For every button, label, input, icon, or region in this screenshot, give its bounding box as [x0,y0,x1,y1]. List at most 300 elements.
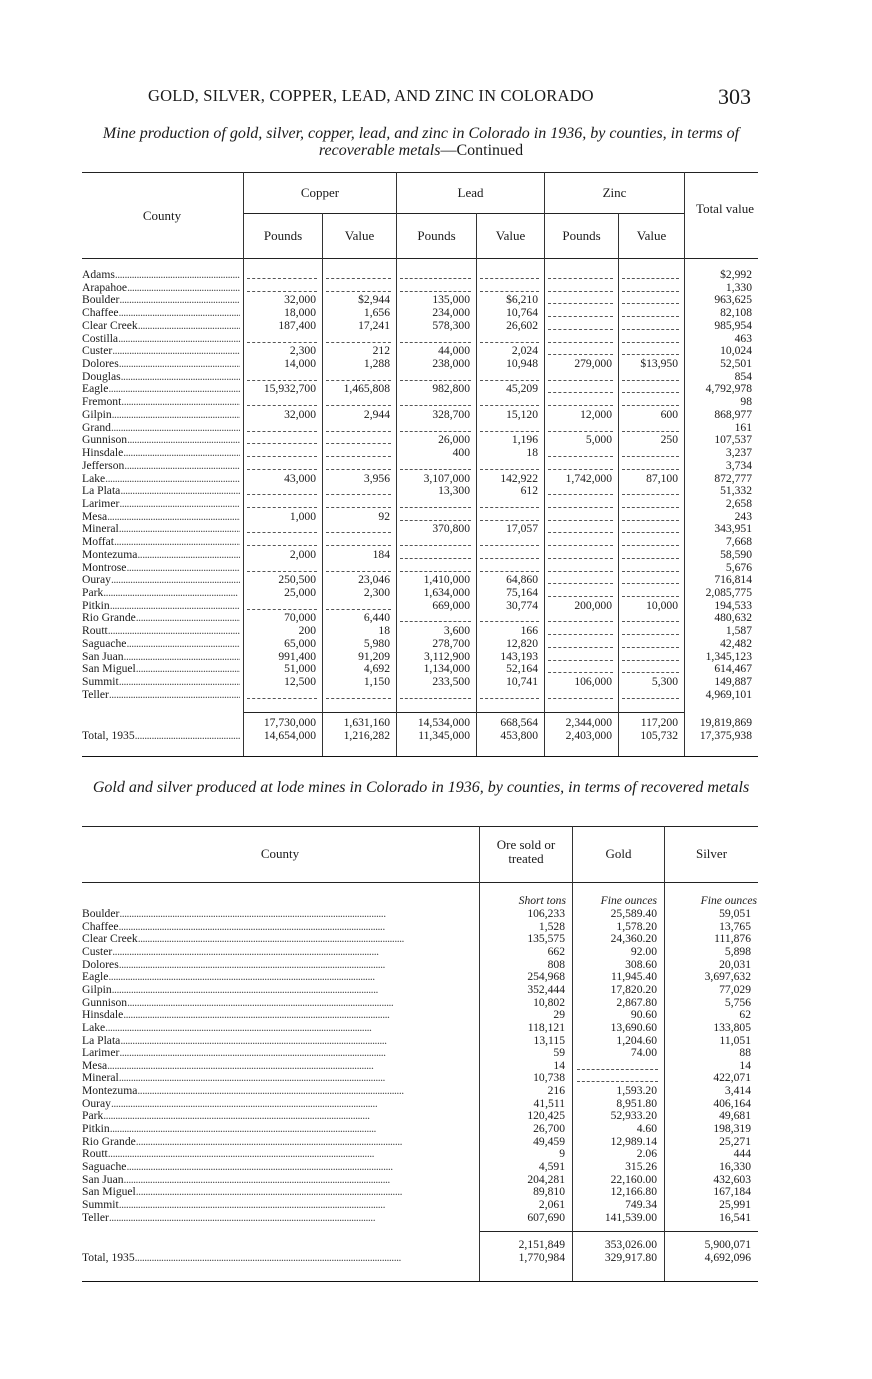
table-row [82,1085,758,1098]
empty-cell-dash [622,380,679,381]
county-name: Teller ..... [82,1212,476,1225]
total-value-cell: 1,330 [725,280,752,294]
value-cell: 32,000 [284,293,316,307]
total-value-cell: 1,587 [725,624,752,638]
value-cell: 1,656 [363,306,390,320]
empty-cell-dash [548,672,613,673]
value-cell: 353,026.00 [604,1238,657,1251]
value-cell: 184 [372,547,390,561]
empty-cell-dash [622,342,679,343]
empty-cell-dash [326,431,391,432]
total-value-cell: 614,467 [714,662,752,676]
value-cell: 250,500 [278,573,316,587]
county-name: Rio Grande ..... [82,612,240,625]
county-name: Mesa ..... [82,511,240,524]
total-value-cell: 3,237 [725,446,752,460]
table-row [82,523,758,536]
value-cell: 352,444 [527,982,565,996]
value-cell: 5,980 [363,636,390,650]
value-cell: 59,051 [719,907,751,920]
value-cell: 26,602 [506,318,538,332]
value-cell: 17,241 [358,318,390,332]
value-cell: 29 [553,1008,565,1022]
empty-cell-dash [548,660,613,661]
value-cell: 45,209 [506,382,538,396]
value-cell: 749.34 [625,1197,657,1211]
table-row [82,409,758,422]
table-row [82,1047,758,1060]
value-cell: 3,697,632 [704,970,751,984]
value-cell: 2,300 [363,586,390,599]
table-row [82,485,758,498]
value-cell: 111,876 [714,932,751,946]
value-cell: 106,233 [527,907,565,920]
empty-cell-dash [622,583,679,584]
empty-cell-dash [622,316,679,317]
table-row [82,625,758,638]
table-row [82,676,758,689]
value-cell: 14,000 [284,357,316,371]
value-cell: 26,700 [533,1122,565,1136]
value-cell: 25,589.40 [610,907,657,920]
empty-cell-dash [247,278,317,279]
county-name: La Plata ..... [82,1035,476,1048]
county-name: Saguache ..... [82,1161,476,1174]
table-row [82,1060,758,1073]
running-header: GOLD, SILVER, COPPER, LEAD, AND ZINC IN COLORADO [148,86,594,105]
total-value-cell: 42,482 [720,636,752,650]
empty-cell-dash [548,278,613,279]
empty-cell-dash [622,405,679,406]
value-cell: 74.00 [630,1046,657,1060]
value-cell: 24,360.20 [610,932,657,946]
empty-cell-dash [247,443,317,444]
table2-caption: Gold and silver produced at lode mines in Colorado in 1936, by counties, in terms of recovered metals [92,779,750,796]
value-cell: 4,692,096 [704,1251,751,1264]
table-row [82,536,758,549]
value-cell: 3,600 [443,624,470,638]
value-cell: 4.60 [636,1122,657,1136]
value-cell: 2,061 [538,1197,565,1211]
county-name: Montezuma ..... [82,549,240,562]
empty-cell-dash [480,278,539,279]
county-name: Grand ..... [82,422,240,435]
county-name: Ouray ..... [82,1098,476,1111]
county-name: Moffat ..... [82,536,240,549]
county-name: San Juan ..... [82,651,240,664]
value-cell: 5,756 [724,995,751,1009]
total-value-cell: 716,814 [714,573,752,587]
empty-cell-dash [400,621,471,622]
county-name: Total, 1935 ..... [82,730,240,743]
value-cell: 77,029 [719,982,751,996]
value-cell: 5,000 [585,433,612,447]
empty-cell-dash [548,507,613,508]
table-row [82,946,758,959]
value-cell: 200 [298,624,316,638]
county-name: Clear Creek ..... [82,320,240,333]
total-value-cell: 868,977 [714,407,752,421]
county-name: Eagle ..... [82,971,476,984]
value-cell: 1,770,984 [518,1251,565,1264]
value-cell: 10,764 [506,306,538,320]
total-value-cell: 854 [734,369,752,383]
empty-cell-dash [622,456,679,457]
total-value-cell: 4,969,101 [705,687,752,701]
county-name: Lake ..... [82,1022,476,1035]
table-row [82,447,758,460]
empty-cell-dash [326,278,391,279]
table-row [82,269,758,282]
value-cell: 234,000 [432,306,470,320]
table-row [82,396,758,409]
value-cell: 2,000 [289,547,316,561]
empty-cell-dash [400,469,471,470]
value-cell: 432,603 [713,1172,751,1186]
value-cell: 204,281 [527,1172,565,1186]
total-value-cell: 5,676 [725,560,752,574]
value-cell: 238,000 [432,357,470,371]
value-cell: 9 [559,1147,565,1161]
value-cell: 2.06 [636,1147,657,1161]
total-value-cell: 107,537 [714,433,752,447]
county-name: Teller ..... [82,689,240,702]
value-cell: 315.26 [625,1160,657,1173]
empty-cell-dash [480,520,539,521]
value-cell: 187,400 [278,318,316,332]
county-name: Mineral ..... [82,523,240,536]
table-row [82,473,758,486]
value-cell: 1,528 [538,919,565,933]
value-cell: 14,654,000 [263,729,316,742]
table-row [82,358,758,371]
total-row [82,1252,758,1265]
county-name: Custer ..... [82,345,240,358]
value-cell: $2,944 [358,293,390,307]
value-cell: 2,403,000 [565,729,612,742]
county-name: Park ..... [82,1110,476,1123]
value-cell: 51,000 [284,662,316,676]
table1-caption-text: Mine production of gold, silver, copper, lead, and zinc in Colorado in 1936, by counties, in terms of recoverable metals [102,125,740,159]
county-name: Arapahoe ..... [82,282,240,295]
value-cell: $6,210 [506,293,538,307]
copper-pounds-header: Pounds [263,228,303,243]
value-cell: 1,593.20 [616,1084,657,1098]
value-cell: 808 [547,957,565,971]
value-cell: 250 [660,433,678,447]
empty-cell-dash [400,507,471,508]
value-cell: 12,000 [580,407,612,421]
table-row [82,984,758,997]
empty-cell-dash [400,342,471,343]
value-cell: 11,945.40 [611,970,657,984]
county-name: Larimer ..... [82,498,240,511]
empty-cell-dash [548,621,613,622]
value-cell: 16,541 [719,1210,751,1224]
total-row [82,730,758,743]
table-row [82,1123,758,1136]
value-cell: 1,150 [363,675,390,689]
county-name: Routt ..... [82,625,240,638]
county-name: Gilpin ..... [82,409,240,422]
value-cell: 43,000 [284,471,316,485]
empty-cell-dash [548,494,613,495]
county-name: Gunnison ..... [82,434,240,447]
value-cell: 1,288 [363,357,390,371]
empty-cell-dash [326,469,391,470]
total-value-cell: 3,734 [725,458,752,472]
empty-cell-dash [622,278,679,279]
county-name: Dolores ..... [82,358,240,371]
empty-cell-dash [400,558,471,559]
empty-cell-dash [548,316,613,317]
table-row [82,933,758,946]
county-name: Clear Creek ..... [82,933,476,946]
value-cell: 18 [526,446,538,460]
value-cell: 444 [733,1147,751,1161]
value-cell: 52,164 [506,662,538,676]
county-name: Saguache ..... [82,638,240,651]
total-value-cell: 82,108 [720,306,752,320]
empty-cell-dash [622,621,679,622]
empty-cell-dash [400,571,471,572]
empty-cell-dash [622,672,679,673]
value-cell: 12,166.80 [610,1185,657,1199]
empty-cell-dash [400,431,471,432]
table-row [82,282,758,295]
total-value-cell: 194,533 [714,598,752,612]
value-cell: 279,000 [574,357,612,371]
empty-cell-dash [247,609,317,610]
value-cell: 406,164 [713,1096,751,1110]
empty-cell-dash [622,354,679,355]
county-name: Boulder ..... [82,908,476,921]
county-name: Jefferson ..... [82,460,240,473]
total-row [82,1239,758,1252]
table-row [82,971,758,984]
empty-cell-dash [326,405,391,406]
value-cell: 59 [553,1046,565,1060]
empty-cell-dash [622,469,679,470]
total-value-cell: 19,819,869 [699,716,752,729]
value-cell: 982,800 [432,382,470,396]
value-cell: 1,742,000 [565,471,612,485]
total-value-cell: 963,625 [714,293,752,307]
col-county-header: County [142,208,182,223]
empty-cell-dash [480,405,539,406]
value-cell: 3,414 [724,1084,751,1098]
table-row [82,651,758,664]
empty-cell-dash [247,545,317,546]
empty-cell-dash [548,634,613,635]
value-cell: 3,956 [363,471,390,485]
value-cell: $13,950 [640,357,678,371]
copper-value-header: Value [344,228,375,243]
empty-cell-dash [480,698,539,699]
empty-cell-dash [622,303,679,304]
empty-cell-dash [622,329,679,330]
value-cell: 1,634,000 [423,586,470,599]
value-cell: 89,810 [533,1185,565,1199]
value-cell: 1,000 [289,509,316,523]
empty-cell-dash [480,621,539,622]
empty-cell-dash [622,647,679,648]
empty-cell-dash [400,380,471,381]
value-cell: 1,578.20 [616,919,657,933]
value-cell: 991,400 [278,649,316,663]
empty-cell-dash [548,583,613,584]
value-cell: 92.00 [630,944,657,958]
value-cell: 212 [372,344,390,358]
empty-cell-dash [326,456,391,457]
value-cell: 308.60 [625,957,657,971]
empty-cell-dash [548,520,613,521]
empty-cell-dash [548,380,613,381]
empty-cell-dash [400,291,471,292]
empty-cell-dash [622,545,679,546]
table-row [82,1199,758,1212]
table-row [82,587,758,600]
value-cell: 5,900,071 [704,1238,751,1251]
empty-cell-dash [622,520,679,521]
empty-cell-dash [622,634,679,635]
lead-value-header: Value [495,228,526,243]
county-name: Lake ..... [82,473,240,486]
county-name: Mineral ..... [82,1072,476,1085]
empty-cell-dash [622,431,679,432]
table-row [82,320,758,333]
county-name: Hinsdale ..... [82,447,240,460]
empty-cell-dash [247,571,317,572]
value-cell: 13,300 [438,484,470,498]
value-cell: 10,000 [646,598,678,612]
table-row [82,434,758,447]
county-name: Hinsdale ..... [82,1009,476,1022]
empty-cell-dash [247,698,317,699]
total-value-cell: 10,024 [720,344,752,358]
t2-county-header: County [260,846,300,861]
value-cell: 18 [378,624,390,638]
gold-silver-table [82,826,758,1286]
total-value-cell: 17,375,938 [699,729,752,742]
value-cell: 668,564 [500,716,538,729]
value-cell: 329,917.80 [604,1251,657,1264]
t2-unit-silver: Fine ounces [700,894,757,907]
value-cell: 11,051 [719,1033,751,1047]
value-cell: 1,216,282 [343,729,390,742]
value-cell: 25,271 [719,1134,751,1148]
table-row [82,562,758,575]
table-row [82,307,758,320]
county-name: Routt ..... [82,1148,476,1161]
empty-cell-dash [326,443,391,444]
table-row [82,498,758,511]
table-row [82,383,758,396]
empty-cell-dash [548,469,613,470]
empty-cell-dash [480,380,539,381]
empty-cell-dash [548,647,613,648]
value-cell: 328,700 [432,407,470,421]
county-name: Fremont ..... [82,396,240,409]
value-cell: 1,631,160 [343,716,390,729]
empty-cell-dash [326,380,391,381]
value-cell: 64,860 [506,573,538,587]
table-row [82,1186,758,1199]
table1-caption [84,125,758,159]
total-value-cell: 872,777 [714,471,752,485]
county-name: Custer ..... [82,946,476,959]
value-cell: 18,000 [284,306,316,320]
empty-cell-dash [622,507,679,508]
value-cell: 26,000 [438,433,470,447]
group-zinc-header: Zinc [602,185,627,200]
value-cell: 133,805 [713,1020,751,1034]
value-cell: 578,300 [432,318,470,332]
zinc-pounds-header: Pounds [562,228,601,243]
empty-cell-dash [480,545,539,546]
value-cell: 1,196 [511,433,538,447]
county-name: Mesa ..... [82,1060,476,1073]
table-row [82,612,758,625]
empty-cell-dash [548,303,613,304]
value-cell: 49,681 [719,1109,751,1123]
total-value-cell: 2,658 [725,496,752,510]
empty-cell-dash [548,571,613,572]
total-value-cell: 51,332 [720,484,752,498]
value-cell: 17,730,000 [263,716,316,729]
empty-cell-dash [247,494,317,495]
table-row [82,1161,758,1174]
value-cell: 13,765 [719,919,751,933]
value-cell: 92 [378,509,390,523]
value-cell: 600 [660,407,678,421]
value-cell: 13,115 [533,1033,565,1047]
value-cell: 5,898 [724,944,751,958]
county-name: Gilpin ..... [82,984,476,997]
empty-cell-dash [548,456,613,457]
empty-cell-dash [400,698,471,699]
table-row [82,908,758,921]
total-row [82,717,758,730]
county-name: Montezuma ..... [82,1085,476,1098]
total-value-cell: 985,954 [714,318,752,332]
empty-cell-dash [400,545,471,546]
value-cell: 13,690.60 [610,1020,657,1034]
empty-cell-dash [247,532,317,533]
value-cell: 167,184 [713,1185,751,1199]
value-cell: 16,330 [719,1160,751,1173]
empty-cell-dash [480,291,539,292]
total-value-cell: 52,501 [720,357,752,371]
county-name: Douglas ..... [82,371,240,384]
empty-cell-dash [622,660,679,661]
county-name: Adams ..... [82,269,240,282]
empty-cell-dash [247,405,317,406]
value-cell: 44,000 [438,344,470,358]
value-cell: 6,440 [363,611,390,625]
value-cell: 135,000 [432,293,470,307]
value-cell: 5,300 [651,675,678,689]
value-cell: 12,500 [284,675,316,689]
value-cell: 233,500 [432,675,470,689]
table-row [82,333,758,346]
value-cell: 200,000 [574,598,612,612]
value-cell: 143,193 [500,649,538,663]
table-row [82,422,758,435]
value-cell: 106,000 [574,675,612,689]
empty-cell-dash [622,532,679,533]
page-number: 303 [718,84,751,109]
